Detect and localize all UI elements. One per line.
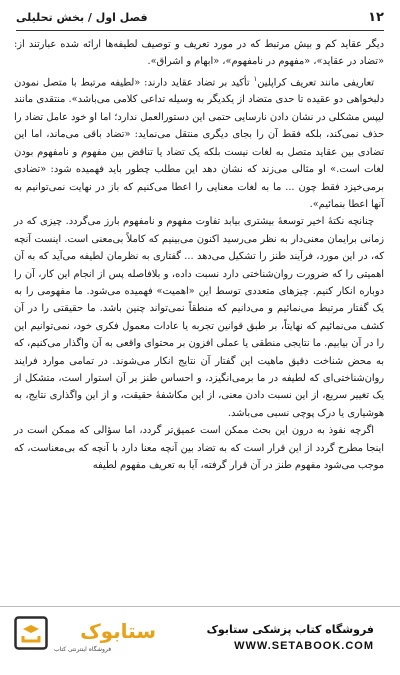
footer-divider bbox=[0, 606, 400, 607]
paragraph-2-lead: تعاریفی مانند تعریف کراپلین bbox=[257, 77, 374, 89]
shop-info bbox=[207, 623, 374, 652]
paragraph-3: چنانچه نکتهٔ اخیر توسعهٔ بیشتری بیابد تفاوت مفهوم و نامفهوم بارز می‌گردد. چیزی که در زمانی برایمان معنی‌دار به نظر می‌رسید اکنون می‌بینیم که کاملاً بی‌معنی است. اینست آنچه که، در این مورد، فرآیند طنز را تشکیل می‌دهد ... گفتاری به نظرمان لطیفه می‌آید که به آن اهمیتی را که ضرورت روان‌شناختی دارد نسبت داده، و بلافاصله پس از انجام این کار، آن را دوباره انکار کنیم. چیزهای متعددی توسط این «اهمیت» فهمیده می‌شود. ما مفهومی را به یک گفتار مرتبط می‌نمائیم و می‌دانیم که منطقاً نمی‌تواند چنین باشد. ما حقیقتی را در آن کشف می‌نمائیم که نهایتاً، بر طبق قوانین تجربه یا عادات معمول فکری خود، نمی‌توانیم این را در آن بیابیم. ما نتایجی منطقی یا عملی افزون بر محتوای واقعی به آن واگذار می‌کنیم، که به محض شناخت دقیق ماهیت این گفتار آن نتایج انکار می‌شوند. در تمامی موارد فرایند روان‌شناختی‌ای که لطیفه در ما برمی‌انگیزد، و احساس طنز بر آن استوار است، متشکل از یک تغییر سریع، از این نسبت دادن معنی، از این مکاشفهٔ حقیقت، و از این واگذاری نتایج، به هوشیاری یا درک پوچی نسبی می‌باشد. bbox=[14, 216, 384, 419]
paragraph-4: اگرچه نفوذ به درون این بحث ممکن است عمیق‌تر گردد، اما سؤالی که ممکن است در اینجا مطرح گردد از این قرار است که به تضاد بین آنچه معنا دارد با آنچه که بی‌معناست، که موجب می‌شود مفهوم طنز در آن قرار گرفته، آیا به تعریف مفهوم لطیفه bbox=[14, 425, 384, 472]
logo-subtitle: فروشگاه اینترنتی کتاب bbox=[54, 646, 112, 653]
body-text bbox=[14, 36, 384, 474]
running-title: فصل اول / بخش تحلیلی bbox=[16, 10, 148, 24]
paragraph-2 bbox=[14, 71, 384, 214]
footer-banner bbox=[0, 597, 400, 675]
logo-mark-icon bbox=[14, 616, 48, 650]
page-number: ۱۲ bbox=[368, 9, 384, 25]
logo-wordmark bbox=[54, 618, 158, 644]
shop-url[interactable]: WWW.SETABOOK.COM bbox=[234, 640, 374, 652]
shop-name: فروشگاه کتاب پزشکی ستابوک bbox=[206, 623, 374, 636]
page-header bbox=[16, 6, 384, 28]
header-rule bbox=[16, 30, 384, 31]
paragraph-1: دیگر عقاید کم و بیش مرتبط که در مورد تعریف و توصیف لطیفه‌ها ارائه شده عبارتند از: «تضاد در عقاید»، «مفهوم در نامفهوم»، «ابهام و اشراق». bbox=[14, 39, 384, 68]
logo-text: ستابوک bbox=[80, 619, 156, 643]
setabook-logo bbox=[14, 616, 164, 662]
paragraph-2-rest: تأکید بر تضاد عقاید دارند: «لطیفه مرتبط با متصل نمودن دلبخواهی دو عقیده تا حدی متضاد از یکدیگر به وسیله تداعی کلامی می‌باشد». منتقدی مانند لیپس مشکلی در نشان دادن نارسایی حتمی این دستورالعمل ندارد؛ اما او خود عامل تضاد را حذف نمی‌کند، بلکه فقط آن را بجای دیگری منتقل می‌نماید: «تضاد باقی می‌ماند، اما این تضادی بین عقاید متصل به لغات نیست بلکه یک تضاد یا تناقض بین مفهوم و نامفهوم بودن لغات است.» او مثالی می‌زند که نشان دهد این مطلب چطور باید فهمیده شود: «تضادی برمی‌خیزد فقط چون ... ما به لغات معنایی را اعطا می‌کنیم که باز در نهایت نمی‌توانیم به آنها اعطا بنمائیم». bbox=[14, 77, 384, 210]
footnote-marker: ۱ bbox=[253, 74, 258, 83]
